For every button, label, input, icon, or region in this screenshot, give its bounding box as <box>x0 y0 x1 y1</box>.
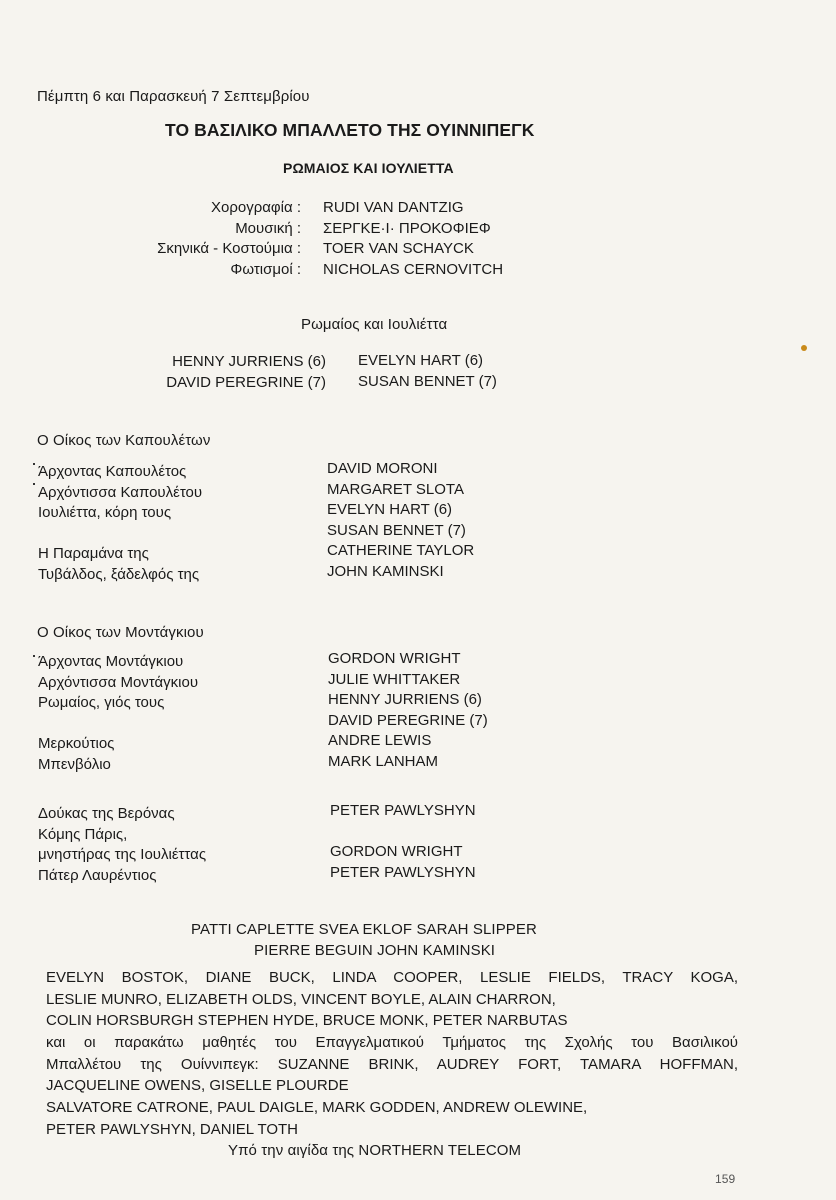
cast-name: PETER PAWLYSHYN <box>330 802 476 819</box>
page-number: 159 <box>715 1172 736 1186</box>
cast-name: MARGARET SLOTA <box>327 480 464 498</box>
credit-role: Μουσική : <box>235 219 301 237</box>
cast-name <box>330 822 476 843</box>
cast-name: DAVID PEREGRINE (7) <box>328 711 488 729</box>
role-name: Ιουλιέττα, κόρη τους <box>38 504 172 521</box>
cast-name: DAVID PEREGRINE (7) <box>166 373 326 391</box>
montagues-roles <box>38 652 198 775</box>
montagues-cast <box>328 649 488 772</box>
ensemble-line: Μπαλλέτου της Ουίννιπεγκ: SUZANNE BRINK, AUDREY FORT, TAMARA HOFFMAN, <box>46 1055 738 1073</box>
montagues-heading: Ο Οίκος των Μοντάγκιου <box>37 624 204 641</box>
cast-name: MARK LANHAM <box>328 752 439 770</box>
capulets-heading: Ο Οίκος των Καπουλέτων <box>37 432 211 449</box>
cast-name: PETER PAWLYSHYN <box>330 863 476 881</box>
cast-name: SUSAN BENNET (7) <box>327 521 466 539</box>
ensemble-line: SALVATORE CATRONE, PAUL DAIGLE, MARK GODDEN, ANDREW OLEWINE, <box>46 1099 588 1117</box>
ballet-title: ΡΩΜΑΙΟΣ ΚΑΙ ΙΟΥΛΙΕΤΤΑ <box>283 160 454 176</box>
credit-name: RUDI VAN DANTZIG <box>323 199 464 216</box>
credit-role: Χορογραφία : <box>211 199 301 216</box>
cast-name: EVELYN HART (6) <box>327 501 453 518</box>
role-name: Αρχόντισσα Καπουλέτου <box>38 483 203 501</box>
credit-name: TOER VAN SCHAYCK <box>323 240 474 257</box>
role-name: Αρχόντισσα Μοντάγκιου <box>38 673 199 691</box>
cast-name: SUSAN BENNET (7) <box>358 372 497 390</box>
role-name: Άρχοντας Καπουλέτος <box>38 463 187 480</box>
credit-name: NICHOLAS CERNOVITCH <box>323 260 504 278</box>
role-name: Πάτερ Λαυρέντιος <box>38 866 157 884</box>
ensemble-line: LESLIE MUNRO, ELIZABETH OLDS, VINCENT BOYLE, ALAIN CHARRON, <box>46 990 556 1008</box>
role-name: Τυβάλδος, ξάδελφός της <box>38 565 200 583</box>
credit-name: ΣΕΡΓΚΕ·Ι· ΠΡΟΚΟΦΙΕΦ <box>323 219 491 237</box>
ink-mark <box>33 483 35 485</box>
ensemble-line: PETER PAWLYSHYN, DANIEL TOTH <box>46 1120 298 1138</box>
ink-mark <box>33 655 35 657</box>
credits-roles <box>100 198 301 280</box>
ensemble-line: και οι παρακάτω μαθητές του Επαγγελματικού Τμήματος της Σχολής του Βασιλικού <box>46 1034 738 1052</box>
ink-spot <box>801 345 807 351</box>
cast-name: DAVID MORONI <box>327 460 438 477</box>
role-name <box>38 714 198 735</box>
other-roles <box>38 804 206 886</box>
cast-name: GORDON WRIGHT <box>328 650 461 667</box>
cast-name: CATHERINE TAYLOR <box>327 542 475 559</box>
company-title: ΤΟ ΒΑΣΙΛΙΚΟ ΜΠΑΛΛΕΤΟ ΤΗΣ ΟΥΙΝΝΙΠΕΓΚ <box>165 120 535 140</box>
capulets-roles <box>38 462 202 585</box>
capulets-cast <box>327 459 474 582</box>
role-name: μνηστήρας της Ιουλιέττας <box>38 846 207 863</box>
role-name: Κόμης Πάρις, <box>38 825 128 843</box>
cast-name: JOHN KAMINSKI <box>327 562 444 580</box>
performance-date: Πέμπτη 6 και Παρασκευή 7 Σεπτεμβρίου <box>37 88 310 105</box>
credits-names <box>323 198 503 280</box>
ink-mark <box>33 463 35 465</box>
cast-name: HENNY JURRIENS (6) <box>172 353 326 370</box>
role-name: Η Παραμάνα της <box>38 545 149 562</box>
cast-name: HENNY JURRIENS (6) <box>328 691 482 708</box>
ensemble-line: COLIN HORSBURGH STEPHEN HYDE, BRUCE MONK, PETER NARBUTAS <box>46 1012 568 1030</box>
role-name: Άρχοντας Μοντάγκιου <box>38 653 184 670</box>
cast-name: EVELYN HART (6) <box>358 352 484 369</box>
soloists-line-2: PIERRE BEGUIN JOHN KAMINSKI <box>254 942 496 959</box>
other-cast <box>330 801 476 883</box>
juliet-cast <box>358 351 497 392</box>
role-name <box>38 524 202 545</box>
ensemble-paragraph <box>46 967 738 1141</box>
ensemble-line: EVELYN BOSTOK, DIANE BUCK, LINDA COOPER, LESLIE FIELDS, TRACY KOGA, <box>46 969 738 986</box>
role-name: Μερκούτιος <box>38 735 115 752</box>
role-name: Μπενβόλιο <box>38 755 111 773</box>
cast-name: JULIE WHITTAKER <box>328 670 461 688</box>
ensemble-line: JACQUELINE OWENS, GISELLE PLOURDE <box>46 1077 349 1095</box>
cast-name: GORDON WRIGHT <box>330 843 463 860</box>
credit-role: Σκηνικά - Κοστούμια : <box>157 240 301 257</box>
leads-heading: Ρωμαίος και Ιουλιέττα <box>301 316 448 333</box>
sponsor-line: Υπό την αιγίδα της NORTHERN TELECOM <box>228 1142 522 1159</box>
romeo-cast <box>100 352 326 393</box>
soloists-line-1: PATTI CAPLETTE SVEA EKLOF SARAH SLIPPER <box>191 921 537 938</box>
role-name: Δούκας της Βερόνας <box>38 805 175 822</box>
credit-role: Φωτισμοί : <box>230 260 301 278</box>
role-name: Ρωμαίος, γιός τους <box>38 694 165 711</box>
cast-name: ANDRE LEWIS <box>328 732 432 749</box>
